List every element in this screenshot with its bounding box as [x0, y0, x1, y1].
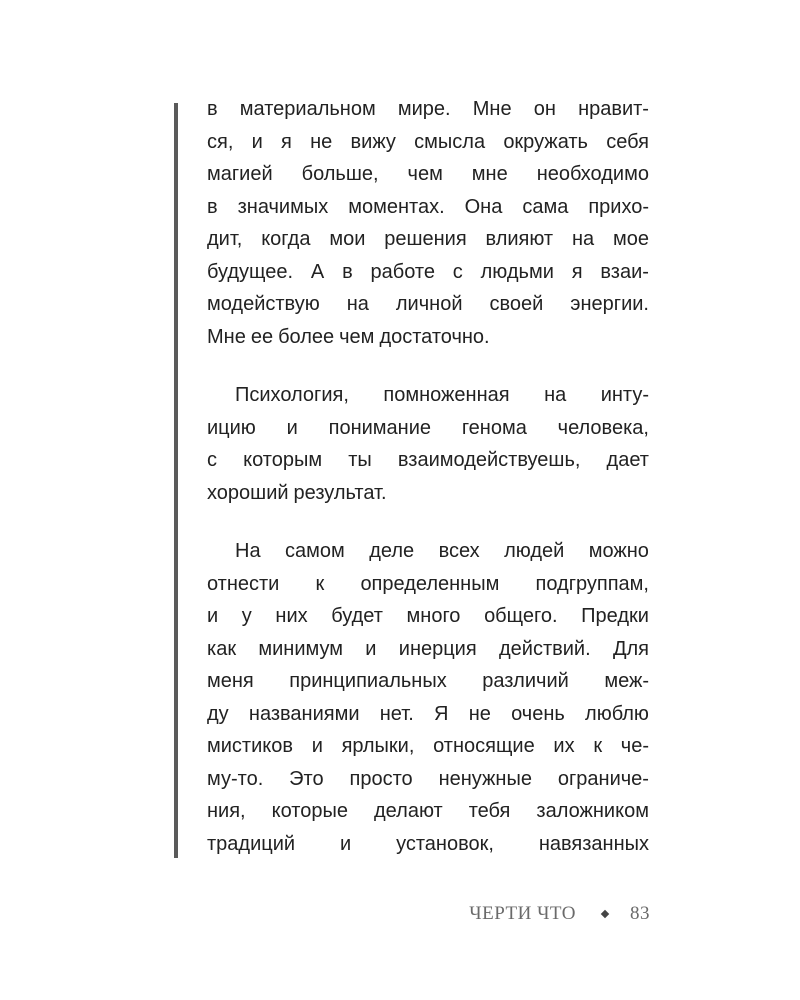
- paragraph: [207, 93, 649, 353]
- text-line: с которым ты взаимодействуешь, дает: [207, 449, 649, 471]
- page-footer: [469, 903, 650, 925]
- text-line: будущее. А в работе с людьми я взаи-: [207, 260, 649, 283]
- text-line: как минимум и инерция действий. Для: [207, 637, 649, 660]
- text-line: модействую на личной своей энергии.: [207, 293, 649, 315]
- text-line: отнести к определенным подгруппам,: [207, 572, 649, 595]
- body-text: [207, 93, 649, 860]
- text-line: дит, когда мои решения влияют на мое: [207, 228, 649, 250]
- text-line: магией больше, чем мне необходимо: [207, 163, 649, 185]
- text-line: мистиков и ярлыки, относящие их к че-: [207, 735, 649, 757]
- paragraph: [207, 379, 649, 509]
- text-line: му-то. Это просто ненужные ограниче-: [207, 767, 649, 790]
- text-line: ицию и понимание генома человека,: [207, 416, 649, 439]
- text-line: традиций и установок, навязанных: [207, 832, 649, 855]
- text-line: в значимых моментах. Она сама прихо-: [207, 195, 649, 218]
- text-line: меня принципиальных различий меж-: [207, 670, 649, 692]
- paragraph-gap: [207, 509, 649, 535]
- page-number: 83: [630, 903, 650, 924]
- text-line: Мне ее более чем достаточно.: [207, 325, 490, 348]
- text-line: и у них будет много общего. Предки: [207, 605, 649, 627]
- text-line: в материальном мире. Мне он нравит-: [207, 98, 649, 120]
- text-line: хороший результат.: [207, 481, 387, 504]
- text-line: На самом деле всех людей можно: [235, 540, 649, 562]
- paragraph-gap: [207, 353, 649, 379]
- diamond-icon: [601, 910, 609, 918]
- text-line: ния, которые делают тебя заложником: [207, 800, 649, 822]
- running-title: ЧЕРТИ ЧТО: [469, 903, 576, 924]
- text-line: Психология, помноженная на инту-: [235, 384, 649, 406]
- text-line: ся, и я не вижу смысла окружать себя: [207, 130, 649, 153]
- text-line: ду названиями нет. Я не очень люблю: [207, 702, 649, 725]
- margin-rule: [174, 103, 178, 858]
- paragraph: [207, 535, 649, 860]
